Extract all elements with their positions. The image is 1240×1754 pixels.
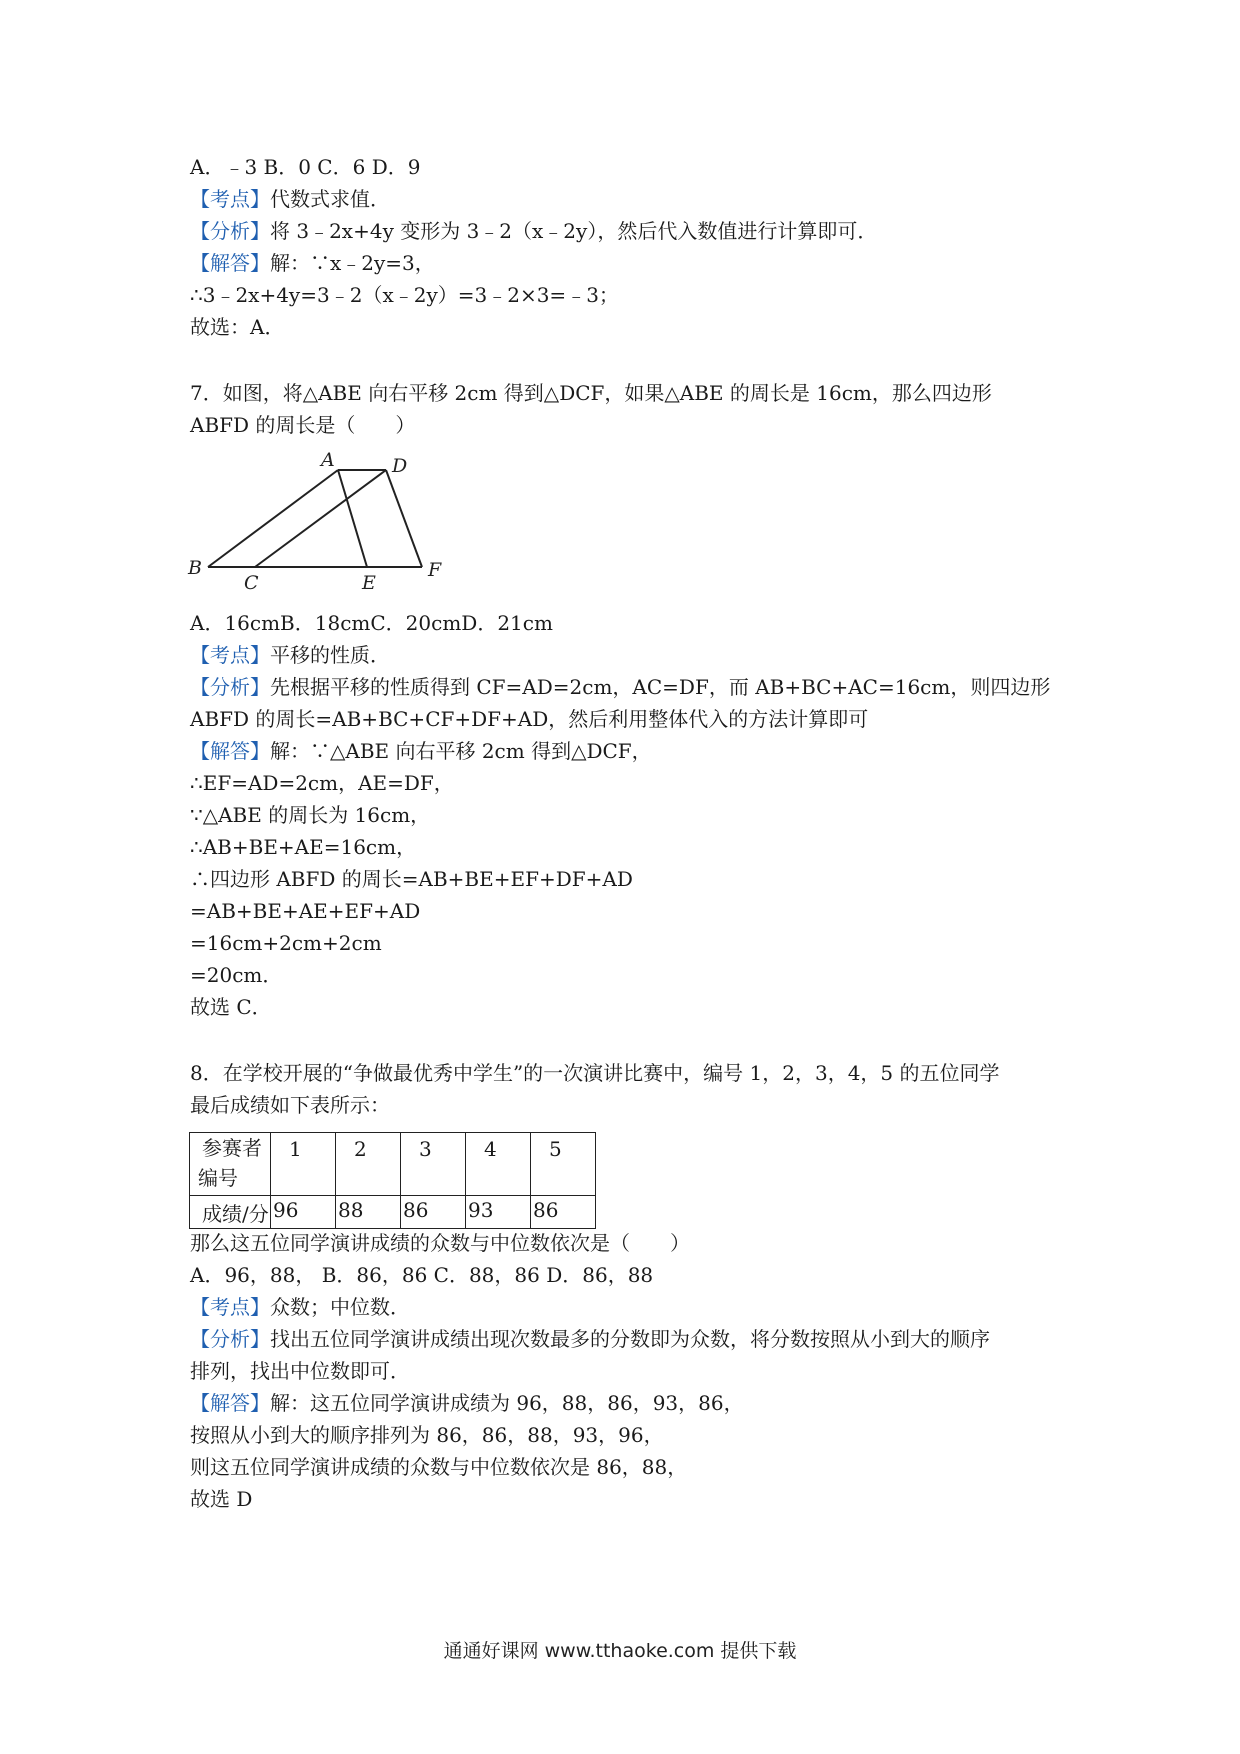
page-footer: 通通好课网 www.tthaoke.com 提供下载 (443, 1640, 797, 1662)
segment-df (386, 470, 422, 567)
jieda-tag: 【解答】 (190, 1391, 270, 1415)
fenxi-tag: 【分析】 (190, 675, 270, 699)
q7-step: ∴四边形 ABFD 的周长=AB+BE+EF+DF+AD (190, 867, 633, 891)
label-e: E (362, 572, 376, 592)
q8-fenxi-line2: 排列，找出中位数即可． (190, 1359, 410, 1383)
kaodian-tag: 【考点】 (190, 643, 270, 667)
q7-options: A．16cmB．18cmC．20cmD．21cm (190, 611, 553, 635)
q7-step: =AB+BE+AE+EF+AD (190, 899, 421, 923)
q7-answer: 故选 C． (190, 995, 272, 1019)
label-d: D (392, 455, 408, 477)
q6-step: ∴3﹣2x+4y=3﹣2（x﹣2y）=3﹣2×3=﹣3； (190, 283, 619, 307)
q8-step: 按照从小到大的顺序排列为 86，86，88，93，96， (190, 1423, 664, 1447)
jieda-text: 解：∵△ABE 向右平移 2cm 得到△DCF， (270, 739, 652, 763)
q8-fenxi (190, 1324, 990, 1354)
label-c: C (244, 572, 259, 592)
q8-kaodian (190, 1292, 410, 1322)
table-cell: 3 (401, 1133, 466, 1196)
table-cell: 88 (336, 1196, 401, 1229)
q7-step: ∴AB+BE+AE=16cm， (190, 835, 417, 859)
kaodian-text: 平移的性质． (270, 643, 390, 667)
table-row (190, 1133, 596, 1196)
table-cell: 1 (271, 1133, 336, 1196)
table-cell: 5 (531, 1133, 596, 1196)
label-b: B (188, 557, 202, 579)
jieda-text: 解：∵x﹣2y=3， (270, 251, 435, 275)
q6-options: A．﹣3 B．0 C．6 D．9 (190, 155, 421, 179)
q6-jieda (190, 248, 435, 278)
table-header-cell: 成绩/分 (190, 1196, 271, 1229)
table-row (190, 1196, 596, 1229)
translation-figure (186, 452, 456, 592)
fenxi-text: 先根据平移的性质得到 CF=AD=2cm，AC=DF，而 AB+BC+AC=16cm，则四边形 (270, 675, 1051, 699)
q8-question: 那么这五位同学演讲成绩的众数与中位数依次是（ ） (190, 1231, 690, 1255)
q7-stem-line1: 7．如图，将△ABE 向右平移 2cm 得到△DCF，如果△ABE 的周长是 16cm，那么四边形 (190, 381, 992, 405)
q7-step: =16cm+2cm+2cm (190, 931, 382, 955)
q8-jieda (190, 1388, 744, 1418)
label-a: A (321, 452, 335, 471)
header-label-line1: 参赛者 (202, 1136, 262, 1160)
q7-step: ∴EF=AD=2cm，AE=DF， (190, 771, 454, 795)
q6-fenxi (190, 216, 877, 246)
score-table (189, 1132, 596, 1229)
kaodian-text: 众数；中位数． (270, 1295, 410, 1319)
segment-ae (338, 470, 367, 567)
fenxi-tag: 【分析】 (190, 1327, 270, 1351)
q7-fenxi (190, 672, 1050, 702)
q7-step: =20cm． (190, 963, 283, 987)
table-cell: 93 (466, 1196, 531, 1229)
label-f: F (428, 559, 442, 581)
table-cell: 86 (531, 1196, 596, 1229)
q7-step: ∵△ABE 的周长为 16cm， (190, 803, 431, 827)
jieda-text: 解：这五位同学演讲成绩为 96，88，86，93，86， (270, 1391, 744, 1415)
table-header-cell (190, 1133, 271, 1196)
q8-stem-line2: 最后成绩如下表所示： (190, 1093, 390, 1117)
q8-answer: 故选 D (190, 1487, 253, 1511)
fenxi-text: 找出五位同学演讲成绩出现次数最多的分数即为众数，将分数按照从小到大的顺序 (270, 1327, 990, 1351)
table-cell: 96 (271, 1196, 336, 1229)
table-cell: 2 (336, 1133, 401, 1196)
q8-step: 则这五位同学演讲成绩的众数与中位数依次是 86，88， (190, 1455, 688, 1479)
kaodian-tag: 【考点】 (190, 1295, 270, 1319)
q6-kaodian (190, 184, 390, 214)
q8-stem-line1: 8．在学校开展的“争做最优秀中学生”的一次演讲比赛中，编号 1，2，3，4，5 的五位同学 (190, 1061, 1000, 1085)
q6-answer: 故选：A． (190, 315, 285, 339)
q7-jieda (190, 736, 652, 766)
table-cell: 86 (401, 1196, 466, 1229)
fenxi-tag: 【分析】 (190, 219, 270, 243)
kaodian-text: 代数式求值． (270, 187, 390, 211)
q8-options: A．96，88， B．86，86 C．88，86 D．86，88 (190, 1263, 654, 1287)
q7-fenxi-line2: ABFD 的周长=AB+BC+CF+DF+AD，然后利用整体代入的方法计算即可 (190, 707, 869, 731)
fenxi-text: 将 3﹣2x+4y 变形为 3﹣2（x﹣2y），然后代入数值进行计算即可． (270, 219, 878, 243)
kaodian-tag: 【考点】 (190, 187, 270, 211)
q7-stem-line2: ABFD 的周长是（ ） (190, 413, 416, 437)
header-label-line2: 编号 (198, 1166, 238, 1190)
table-cell: 4 (466, 1133, 531, 1196)
jieda-tag: 【解答】 (190, 739, 270, 763)
q7-kaodian (190, 640, 390, 670)
jieda-tag: 【解答】 (190, 251, 270, 275)
